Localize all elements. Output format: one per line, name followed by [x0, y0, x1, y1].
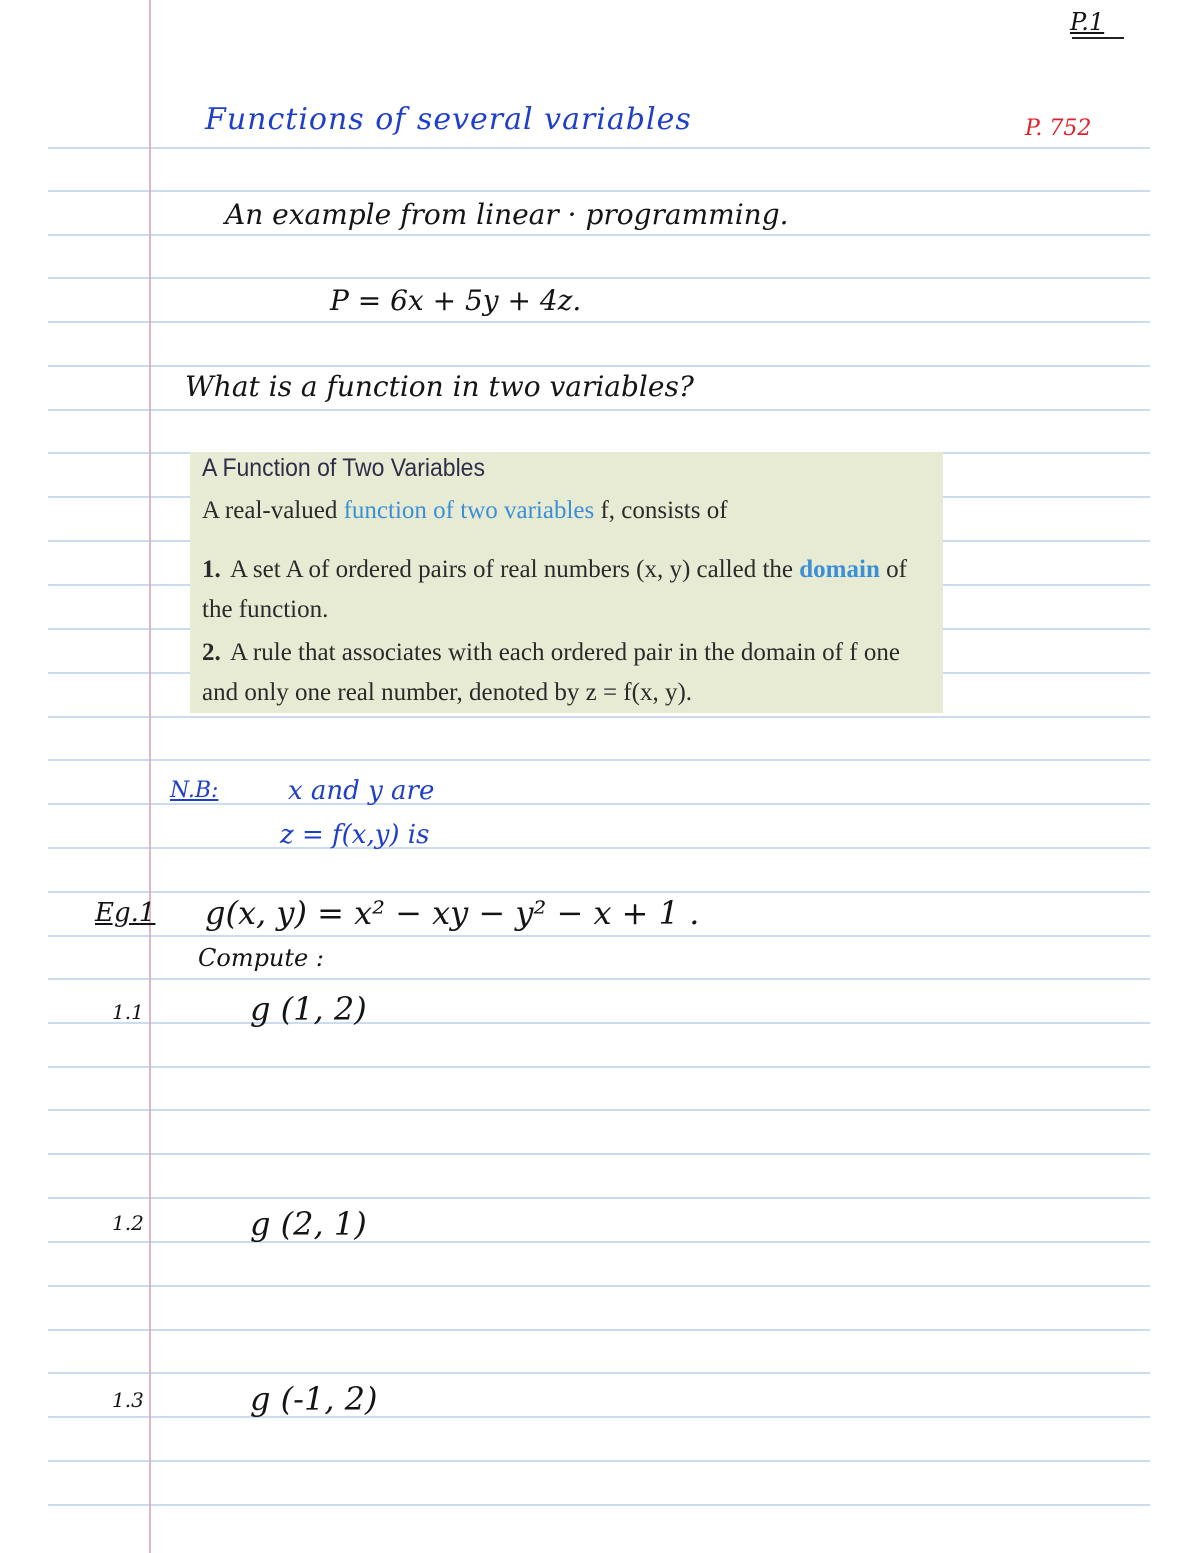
definition-item-1-number: 1.	[202, 556, 221, 583]
note-line-equation: P = 6x + 5y + 4z.	[330, 284, 582, 317]
question-expression: g (1, 2)	[250, 990, 367, 1028]
nb-line-1: x and y are	[288, 776, 435, 806]
definition-intro-suffix: f, consists of	[594, 497, 728, 524]
nb-label: N.B:	[170, 778, 219, 803]
question-expression: g (-1, 2)	[250, 1380, 378, 1418]
definition-intro-prefix: A real-valued	[202, 497, 344, 524]
definition-item-1-suffix: of the function.	[202, 556, 907, 623]
compute-label: Compute :	[198, 944, 324, 972]
question-number: 1.1	[112, 1000, 144, 1024]
definition-item-1-prefix: A set A of ordered pairs of real numbers (x, y) called the	[230, 556, 800, 583]
question-number: 1.3	[112, 1388, 144, 1412]
example-function: g(x, y) = x² − xy − y² − x + 1 .	[205, 894, 700, 932]
domain-term: domain	[799, 556, 880, 583]
title-page-reference: P. 752	[1025, 116, 1092, 141]
definition-heading: A Function of Two Variables	[202, 454, 485, 482]
page-title: Functions of several variables	[205, 102, 692, 137]
definition-box	[190, 452, 943, 713]
definition-term: function of two variables	[343, 497, 595, 524]
note-line-example: An example from linear · programming.	[225, 198, 789, 231]
example-label: Eg.1	[95, 898, 156, 928]
page-number: P.1	[1070, 8, 1105, 36]
definition-item-2-text: A rule that associates with each ordered pair in the domain of f one and only one real number, denoted by z = f(x, y).	[202, 639, 900, 706]
question-number: 1.2	[112, 1211, 144, 1235]
definition-intro	[202, 497, 728, 525]
definition-item-2-number: 2.	[202, 639, 221, 666]
definition-item-2	[202, 633, 932, 713]
question-expression: g (2, 1)	[250, 1205, 367, 1243]
rule-lines	[48, 148, 1150, 1505]
definition-item-1	[202, 550, 932, 630]
note-line-question: What is a function in two variables?	[185, 370, 694, 403]
nb-line-2: z = f(x,y) is	[280, 820, 430, 850]
